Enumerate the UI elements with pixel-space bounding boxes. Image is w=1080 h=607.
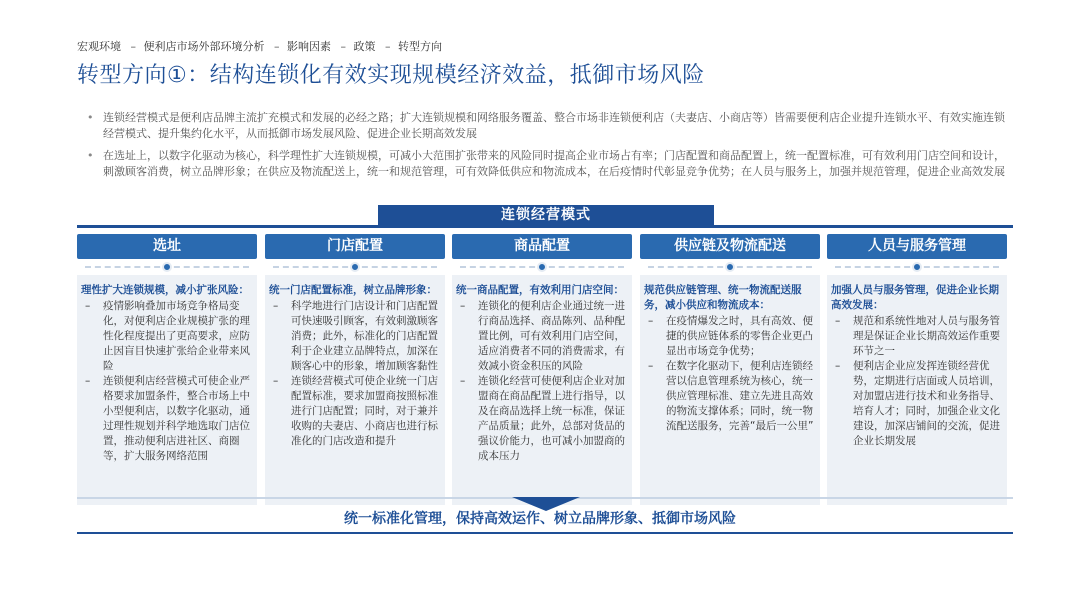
timeline-node-icon — [350, 262, 360, 272]
item-text: 在疫情爆发之时，具有高效、便捷的供应链体系的零售企业更凸显出市场竞争优势； — [666, 315, 813, 357]
conclusion-text: 统一标准化管理，保持高效运作、树立品牌形象、抵御市场风险 — [344, 511, 736, 527]
column-header: 商品配置 — [452, 234, 632, 259]
item-marker: – — [835, 315, 841, 327]
column-item — [831, 359, 1001, 449]
timeline-connector — [640, 261, 820, 273]
breadcrumb-separator: – — [130, 40, 136, 53]
item-marker: – — [85, 375, 91, 387]
column-item — [644, 314, 814, 359]
breadcrumb-item: 便利店市场外部环境分析 — [143, 40, 265, 53]
column-lead: 理性扩大连锁规模，减小扩张风险： — [81, 284, 249, 296]
intro-bullet — [85, 110, 1005, 142]
column-item — [831, 314, 1001, 359]
column-body — [265, 275, 445, 505]
breadcrumb-separator: – — [340, 40, 346, 53]
column-body — [827, 275, 1007, 505]
bullet-text: 在选址上，以数字化驱动为核心，科学理性扩大连锁规模，可减小大范围扩张带来的风险同时提高企业市场占有率；门店配置和商品配置上，统一配置标准，可有效利用门店空间和设计，刺激顾客消费，树立品牌形象；在供应及物流配送上，统一和规范管理，可有效降低供应和物流成本，在后疫情时代彰显竞争优势；在人员与服务上，加强并规范管理，促进企业高效发展 — [103, 149, 1005, 178]
item-marker: – — [648, 360, 654, 372]
item-marker: – — [273, 375, 279, 387]
section-divider — [77, 225, 1013, 228]
breadcrumb — [77, 38, 444, 54]
breadcrumb-item: 宏观环境 — [77, 40, 121, 53]
column-store-config — [265, 234, 445, 505]
item-marker: – — [460, 375, 466, 387]
item-text: 在数字化驱动下，便利店连锁经营以信息管理系统为核心，统一供应管理标准、建立先进且高效的物流支撑体系；同时，统一物流配送服务，完善“最后一公里” — [666, 360, 814, 432]
bullet-marker: • — [87, 149, 94, 162]
column-lead: 统一门店配置标准，树立品牌形象： — [269, 284, 437, 296]
item-marker: – — [648, 315, 654, 327]
item-text: 连锁便利店经营模式可使企业严格要求加盟条件，整合市场上中小型便利店，以数字化驱动，通过理性规划并科学地选取门店位置，推动便利店进社区、商圈等，扩大服务网络范围 — [103, 375, 250, 462]
column-body — [640, 275, 820, 505]
column-item — [456, 374, 626, 464]
column-lead: 加强人员与服务管理，促进企业长期高效发展： — [831, 284, 999, 311]
column-item — [456, 299, 626, 374]
item-text: 连锁经营模式可使企业统一门店配置标准，要求加盟商按照标准进行门店配置；同时，对于兼并收购的夫妻店、小商店也进行标准化的门店改造和提升 — [291, 375, 438, 447]
timeline-connector — [77, 261, 257, 273]
column-item — [269, 299, 439, 374]
breadcrumb-separator: – — [385, 40, 391, 53]
intro-bullet — [85, 148, 1005, 180]
column-body — [77, 275, 257, 505]
breadcrumb-item: 影响因素 — [287, 40, 331, 53]
timeline-connector — [827, 261, 1007, 273]
column-header: 选址 — [77, 234, 257, 259]
column-lead: 规范供应链管理、统一物流配送服务，减小供应和物流成本： — [644, 284, 802, 311]
item-text: 便利店企业应发挥连锁经营优势，定期进行店面或人员培训，对加盟店进行技术和业务指导、培育人才；同时，加强企业文化建设，加深店铺间的交流，促进企业长期发展 — [853, 360, 1000, 447]
column-item — [644, 359, 814, 434]
column-header: 人员与服务管理 — [827, 234, 1007, 259]
item-text: 科学地进行门店设计和门店配置可快速吸引顾客，有效刺激顾客消费；此外，标准化的门店配置利于企业建立品牌特点，加深在顾客心中的形象，增加顾客黏性 — [291, 300, 438, 372]
column-site-selection — [77, 234, 257, 505]
column-header: 门店配置 — [265, 234, 445, 259]
item-text: 连锁化的便利店企业通过统一进行商品选择、商品陈列、品种配置比例，可有效利用门店空间，适应消费者不同的消费需求，有效减小资金积压的风险 — [478, 300, 625, 372]
column-product-config — [452, 234, 632, 505]
item-text: 连锁化经营可使便利店企业对加盟商在商品配置上进行指导，以及在商品选择上统一标准，保证产品质量；此外，总部对货品的强议价能力，也可减小加盟商的成本压力 — [478, 375, 625, 462]
column-staff-service — [827, 234, 1007, 505]
bullet-text: 连锁经营模式是便利店品牌主流扩充模式和发展的必经之路；扩大连锁规模和网络服务覆盖、整合市场非连锁便利店（夫妻店、小商店等）皆需要便利店企业提升连锁水平、有效实施连锁经营模式、提升集约化水平，从而抵御市场发展风险、促进企业长期高效发展 — [103, 111, 1005, 140]
item-marker: – — [460, 300, 466, 312]
column-lead: 统一商品配置，有效利用门店空间： — [456, 284, 624, 296]
item-text: 规范和系统性地对人员与服务管理是保证企业长期高效运作重要环节之一 — [853, 315, 1000, 357]
bullet-marker: • — [87, 111, 94, 124]
column-item — [269, 374, 439, 449]
bottom-divider — [77, 532, 1013, 534]
section-title: 连锁经营模式 — [378, 205, 714, 225]
page-title: 转型方向①：结构连锁化有效实现规模经济效益，抵御市场风险 — [77, 63, 705, 88]
breadcrumb-item: 政策 — [353, 40, 376, 53]
column-item — [81, 299, 251, 374]
timeline-node-icon — [537, 262, 547, 272]
breadcrumb-item: 转型方向 — [398, 40, 442, 53]
column-body — [452, 275, 632, 505]
item-marker: – — [273, 300, 279, 312]
item-text: 疫情影响叠加市场竞争格局变化，对便利店企业规模扩张的理性化程度提出了更高要求，应防止因盲目快速扩张给企业带来风险 — [103, 300, 250, 372]
timeline-connector — [452, 261, 632, 273]
timeline-node-icon — [912, 262, 922, 272]
timeline-node-icon — [725, 262, 735, 272]
item-marker: – — [85, 300, 91, 312]
column-item — [81, 374, 251, 464]
column-header: 供应链及物流配送 — [640, 234, 820, 259]
intro-bullets — [85, 110, 1005, 186]
breadcrumb-separator: – — [274, 40, 280, 53]
column-supply-chain — [640, 234, 820, 505]
timeline-connector — [265, 261, 445, 273]
timeline-node-icon — [162, 262, 172, 272]
item-marker: – — [835, 360, 841, 372]
